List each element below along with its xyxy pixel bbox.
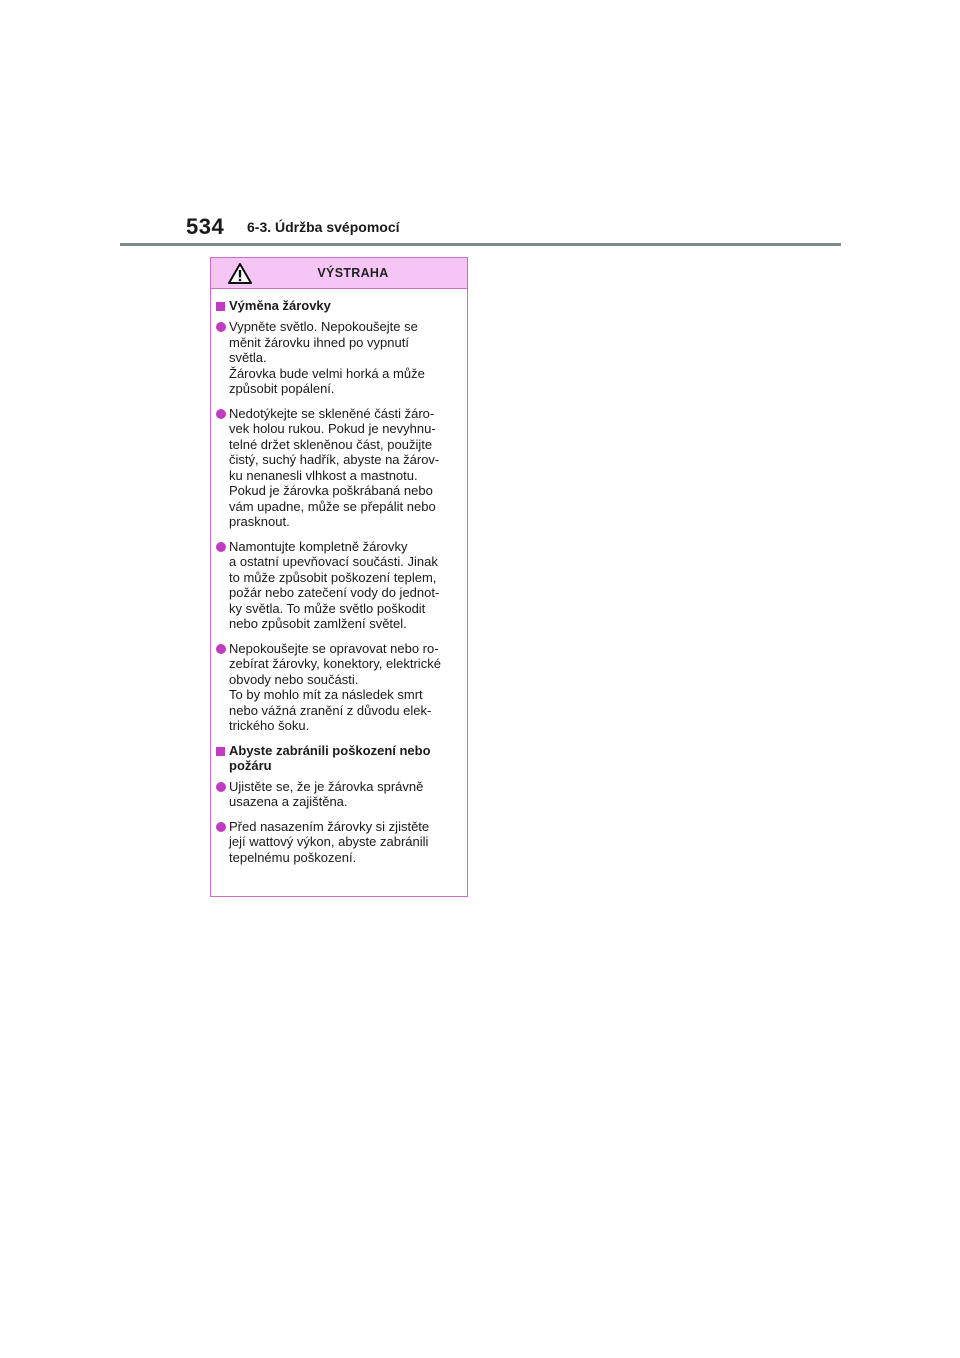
list-item-text: Ujistěte se, že je žárovka správně usazena a zajištěna. [229, 778, 424, 809]
section-heading-text: Výměna žárovky [229, 298, 331, 313]
square-bullet-icon [216, 747, 225, 756]
list-item [216, 819, 461, 866]
list-item-text: Nepokoušejte se opravovat nebo ro- zebírat žárovky, konektory, elektrické obvody nebo součásti. To by mohlo mít za následek smrt nebo vážná zranění z důvodu elek- trického šoku. [229, 640, 441, 733]
list-item-text: Namontujte kompletně žárovky a ostatní upevňovací součásti. Jinak to může způsobit poškození teplem, požár nebo zatečení vody do jednot- ky světla. To může světlo poškodit nebo způsobit zamlžení světel. [229, 538, 440, 631]
warning-title: VÝSTRAHA [317, 266, 389, 280]
header-divider [120, 243, 841, 246]
circle-bullet-icon [216, 644, 226, 654]
page-header [0, 0, 960, 250]
list-item [216, 641, 461, 734]
circle-bullet-icon [216, 782, 226, 792]
warning-triangle-icon [228, 263, 252, 284]
warning-content [211, 289, 467, 865]
section-heading-text: Abyste zabránili poškození nebo požáru [229, 742, 431, 773]
page-number: 534 [186, 214, 225, 239]
circle-bullet-icon [216, 822, 226, 832]
list-item-text: Před nasazením žárovky si zjistěte její wattový výkon, abyste zabránili tepelnému poškození. [229, 818, 430, 865]
circle-bullet-icon [216, 542, 226, 552]
warning-header [211, 258, 467, 289]
circle-bullet-icon [216, 322, 226, 332]
section-heading [216, 743, 461, 774]
list-item-text: Vypněte světlo. Nepokoušejte se měnit žárovku ihned po vypnutí světla. Žárovka bude velmi horká a může způsobit popálení. [229, 319, 425, 396]
circle-bullet-icon [216, 409, 226, 419]
square-bullet-icon [216, 302, 225, 311]
list-item [216, 406, 461, 530]
section-heading [216, 298, 461, 314]
warning-box [210, 257, 468, 897]
list-item [216, 539, 461, 632]
list-item [216, 319, 461, 397]
section-title: 6-3. Údržba svépomocí [247, 219, 400, 235]
list-item [216, 779, 461, 810]
list-item-text: Nedotýkejte se skleněné části žáro- vek holou rukou. Pokud je nevyhnu- telné držet skleněnou část, použijte čistý, suchý hadřík, abyste na žárov- ku nenanesli vlhkost a mastnotu. Pokud je žárovka poškrábaná nebo vám upadne, může se přepálit nebo prasknout. [229, 405, 440, 529]
